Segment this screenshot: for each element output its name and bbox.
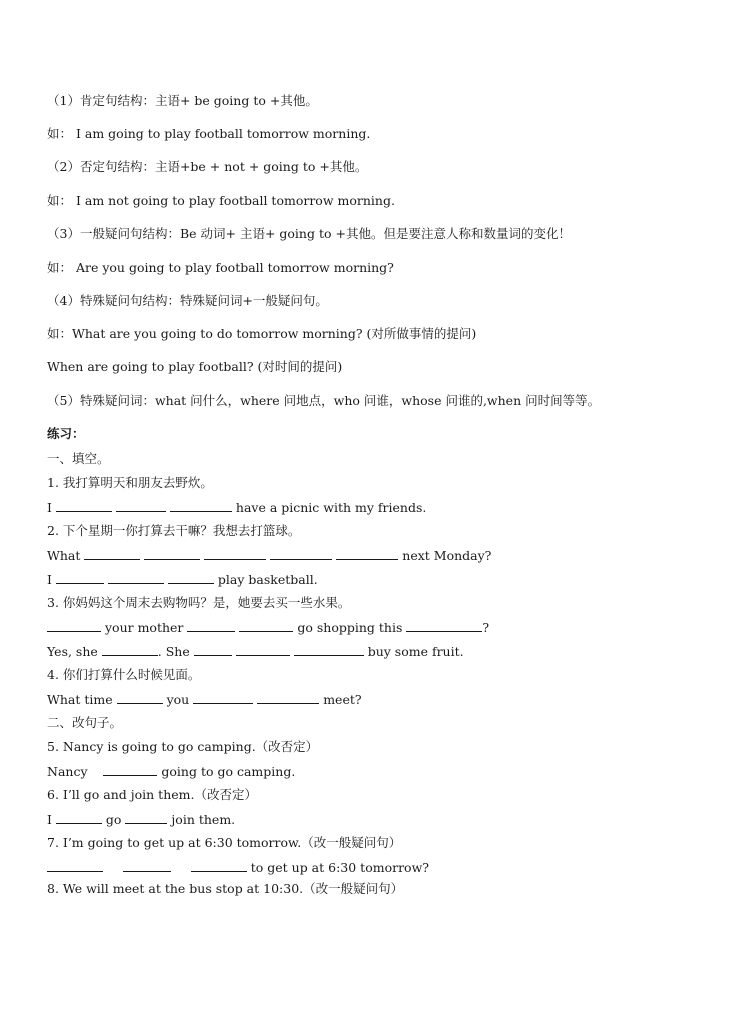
q6-text-end: join them. xyxy=(171,812,236,827)
special-question-structure: （4）特殊疑问句结构：特殊疑问词+一般疑问句。 xyxy=(47,293,328,308)
question-structure: （3）一般疑问句结构：Be 动词+ 主语+ going to +其他。但是要注意人称和数量词的变化！ xyxy=(47,226,571,241)
q8-prompt: 8. We will meet at the bus stop at 10:30.（改一般疑问句） xyxy=(47,881,404,896)
q6-prompt: 6. I’ll go and join them.（改否定） xyxy=(47,787,257,802)
q2-blank-2[interactable] xyxy=(144,547,200,560)
q3-blank-6[interactable] xyxy=(194,643,232,656)
q4-answer-line xyxy=(47,691,362,708)
q5-text-start: Nancy xyxy=(47,764,88,779)
special-question-words: （5）特殊疑问词：what 问什么，where 问地点，who 问谁，whose 问谁的,when 问时间等等。 xyxy=(47,393,601,408)
q3-answer-line-1 xyxy=(47,619,489,636)
part1-title: 一、填空。 xyxy=(47,451,110,466)
q2-blank-3[interactable] xyxy=(204,547,266,560)
q7-text-end: to get up at 6:30 tomorrow? xyxy=(250,860,429,875)
q2-blank-1[interactable] xyxy=(84,547,140,560)
q2-blank-5[interactable] xyxy=(336,547,398,560)
q5-text-end: going to go camping. xyxy=(161,764,296,779)
q4-blank-1[interactable] xyxy=(117,691,163,704)
q2-blank-8[interactable] xyxy=(168,571,214,584)
q2-text-end-2: play basketball. xyxy=(217,572,318,587)
q1-answer-line xyxy=(47,499,426,516)
q3-answer-line-2 xyxy=(47,643,464,660)
q2-blank-4[interactable] xyxy=(270,547,332,560)
part2-title: 二、改句子。 xyxy=(47,715,123,730)
q1-blank-1[interactable] xyxy=(56,499,112,512)
q1-text-start: I xyxy=(47,500,52,515)
q2-blank-7[interactable] xyxy=(108,571,164,584)
q1-text-end: have a picnic with my friends. xyxy=(235,500,427,515)
q3-blank-8[interactable] xyxy=(294,643,364,656)
q1-blank-3[interactable] xyxy=(170,499,232,512)
q7-blank-3[interactable] xyxy=(191,859,247,872)
q1-blank-2[interactable] xyxy=(116,499,166,512)
q4-text-start: What time xyxy=(47,692,113,707)
q3-blank-4[interactable] xyxy=(406,619,482,632)
q3-blank-7[interactable] xyxy=(236,643,290,656)
q1-prompt: 1. 我打算明天和朋友去野炊。 xyxy=(47,475,213,490)
q5-prompt: 5. Nancy is going to go camping.（改否定） xyxy=(47,739,319,754)
q7-answer-line xyxy=(47,859,429,876)
special-question-example-1: 如：What are you going to do tomorrow morning? (对所做事情的提问) xyxy=(47,326,477,341)
q6-blank-1[interactable] xyxy=(56,811,102,824)
q2-text-start: What xyxy=(47,548,81,563)
q2-blank-6[interactable] xyxy=(56,571,104,584)
q2-text-end: next Monday? xyxy=(402,548,492,563)
negative-structure: （2）否定句结构：主语+be + not + going to +其他。 xyxy=(47,159,368,174)
q3-prompt: 3. 你妈妈这个周末去购物吗？是，她要去买一些水果。 xyxy=(47,595,351,610)
q5-blank-1[interactable] xyxy=(103,763,157,776)
affirmative-example: 如： I am going to play football tomorrow morning. xyxy=(47,126,371,141)
q2-text-start-2: I xyxy=(47,572,52,587)
q3-text-start-2: Yes, she xyxy=(47,644,98,659)
q3-text-mid-1: your mother xyxy=(104,620,184,635)
q2-answer-line-1 xyxy=(47,547,491,564)
q3-text-mid-2: go shopping this xyxy=(297,620,403,635)
special-question-example-2: When are going to play football? (对时间的提问) xyxy=(47,359,343,374)
q4-blank-3[interactable] xyxy=(257,691,319,704)
q4-prompt: 4. 你们打算什么时候见面。 xyxy=(47,667,201,682)
q3-blank-2[interactable] xyxy=(187,619,235,632)
negative-example: 如： I am not going to play football tomorrow morning. xyxy=(47,193,395,208)
q7-prompt: 7. I’m going to get up at 6:30 tomorrow.（改一般疑问句） xyxy=(47,835,402,850)
q3-text-end: ? xyxy=(482,620,490,635)
q7-blank-1[interactable] xyxy=(47,859,103,872)
q2-answer-line-2 xyxy=(47,571,318,588)
question-example: 如： Are you going to play football tomorrow morning? xyxy=(47,260,394,275)
q6-text-mid: go xyxy=(105,812,122,827)
q3-blank-5[interactable] xyxy=(102,643,158,656)
q3-blank-3[interactable] xyxy=(239,619,293,632)
practice-heading: 练习： xyxy=(47,426,85,441)
q7-blank-2[interactable] xyxy=(123,859,171,872)
q4-text-mid: you xyxy=(166,692,190,707)
q3-blank-1[interactable] xyxy=(47,619,101,632)
q4-text-end: meet? xyxy=(323,692,362,707)
affirmative-structure: （1）肯定句结构：主语+ be going to +其他。 xyxy=(47,93,318,108)
q5-answer-line xyxy=(47,763,295,780)
q6-text-start: I xyxy=(47,812,52,827)
q6-blank-2[interactable] xyxy=(125,811,167,824)
q3-text-mid-3: . She xyxy=(157,644,190,659)
q6-answer-line xyxy=(47,811,235,828)
q2-prompt: 2. 下个星期一你打算去干嘛？我想去打篮球。 xyxy=(47,523,301,538)
q4-blank-2[interactable] xyxy=(193,691,253,704)
q3-text-end-2: buy some fruit. xyxy=(367,644,464,659)
